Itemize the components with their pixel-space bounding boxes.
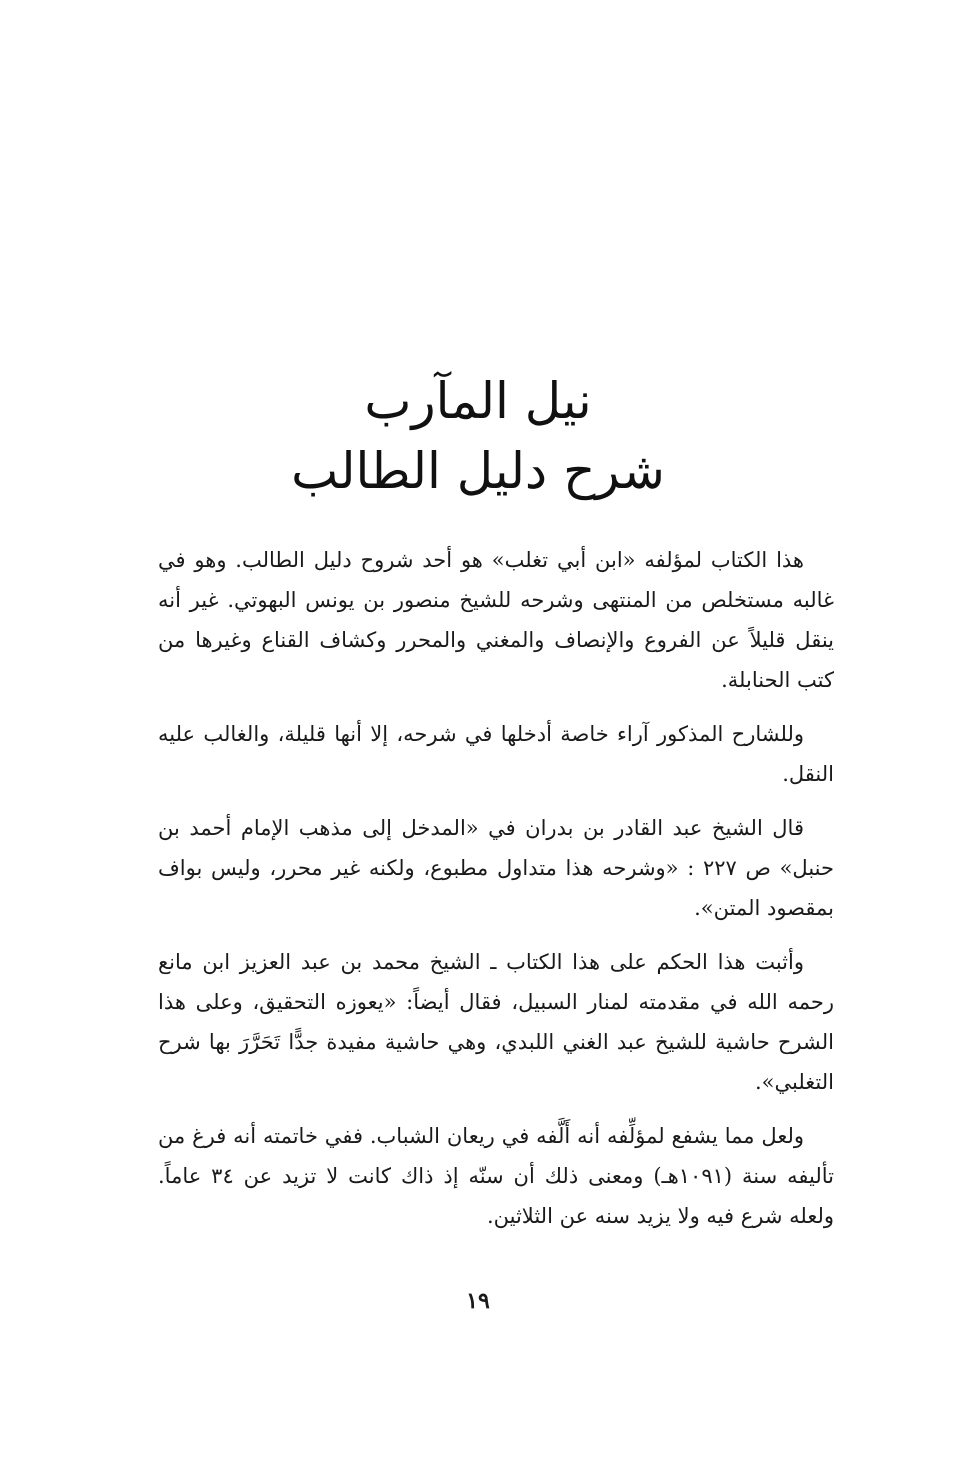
paragraph-3: قال الشيخ عبد القادر بن بدران في «المدخل إلى مذهب الإمام أحمد بن حنبل» ص ٢٢٧ : «وشرحه هذا متداول مطبوع، ولكنه غير محرر، وليس بواف بمقصود المتن». xyxy=(158,816,834,920)
paragraph-1: هذا الكتاب لمؤلفه «ابن أبي تغلب» هو أحد شروح دليل الطالب. وهو في غالبه مستخلص من المنتهى وشرحه للشيخ منصور بن يونس البهوتي. غير أنه ينقل قليلاً عن الفروع والإنصاف والمغني والمحرر وكشاف القناع وغيرها من كتب الحنابلة. xyxy=(158,548,834,692)
page-number: ١٩ xyxy=(466,1288,490,1314)
body-text xyxy=(158,540,834,1250)
paragraph-2: وللشارح المذكور آراء خاصة أدخلها في شرحه، إلا أنها قليلة، والغالب عليه النقل. xyxy=(158,722,834,786)
title-line-1: نيل المآرب xyxy=(364,372,592,430)
chapter-title xyxy=(0,366,956,506)
paragraph-5: ولعل مما يشفع لمؤلِّفه أنه أَلَّفه في ريعان الشباب. ففي خاتمته أنه فرغ من تأليفه سنة (١٠٩١هـ) ومعنى ذلك أن سنّه إذ ذاك كانت لا تزيد عن ٣٤ عاماً. ولعله شرع فيه ولا يزيد سنه عن الثلاثين. xyxy=(158,1124,834,1228)
paragraph-4: وأثبت هذا الحكم على هذا الكتاب ـ الشيخ محمد بن عبد العزيز ابن مانع رحمه الله في مقدمته لمنار السبيل، فقال أيضاً: «يعوزه التحقيق، وعلى هذا الشرح حاشية للشيخ عبد الغني اللبدي، وهي حاشية مفيدة جدًّا تَحَرَّرَ بها شرح التغلبي». xyxy=(158,950,834,1094)
title-line-2: شرح دليل الطالب xyxy=(291,442,665,500)
